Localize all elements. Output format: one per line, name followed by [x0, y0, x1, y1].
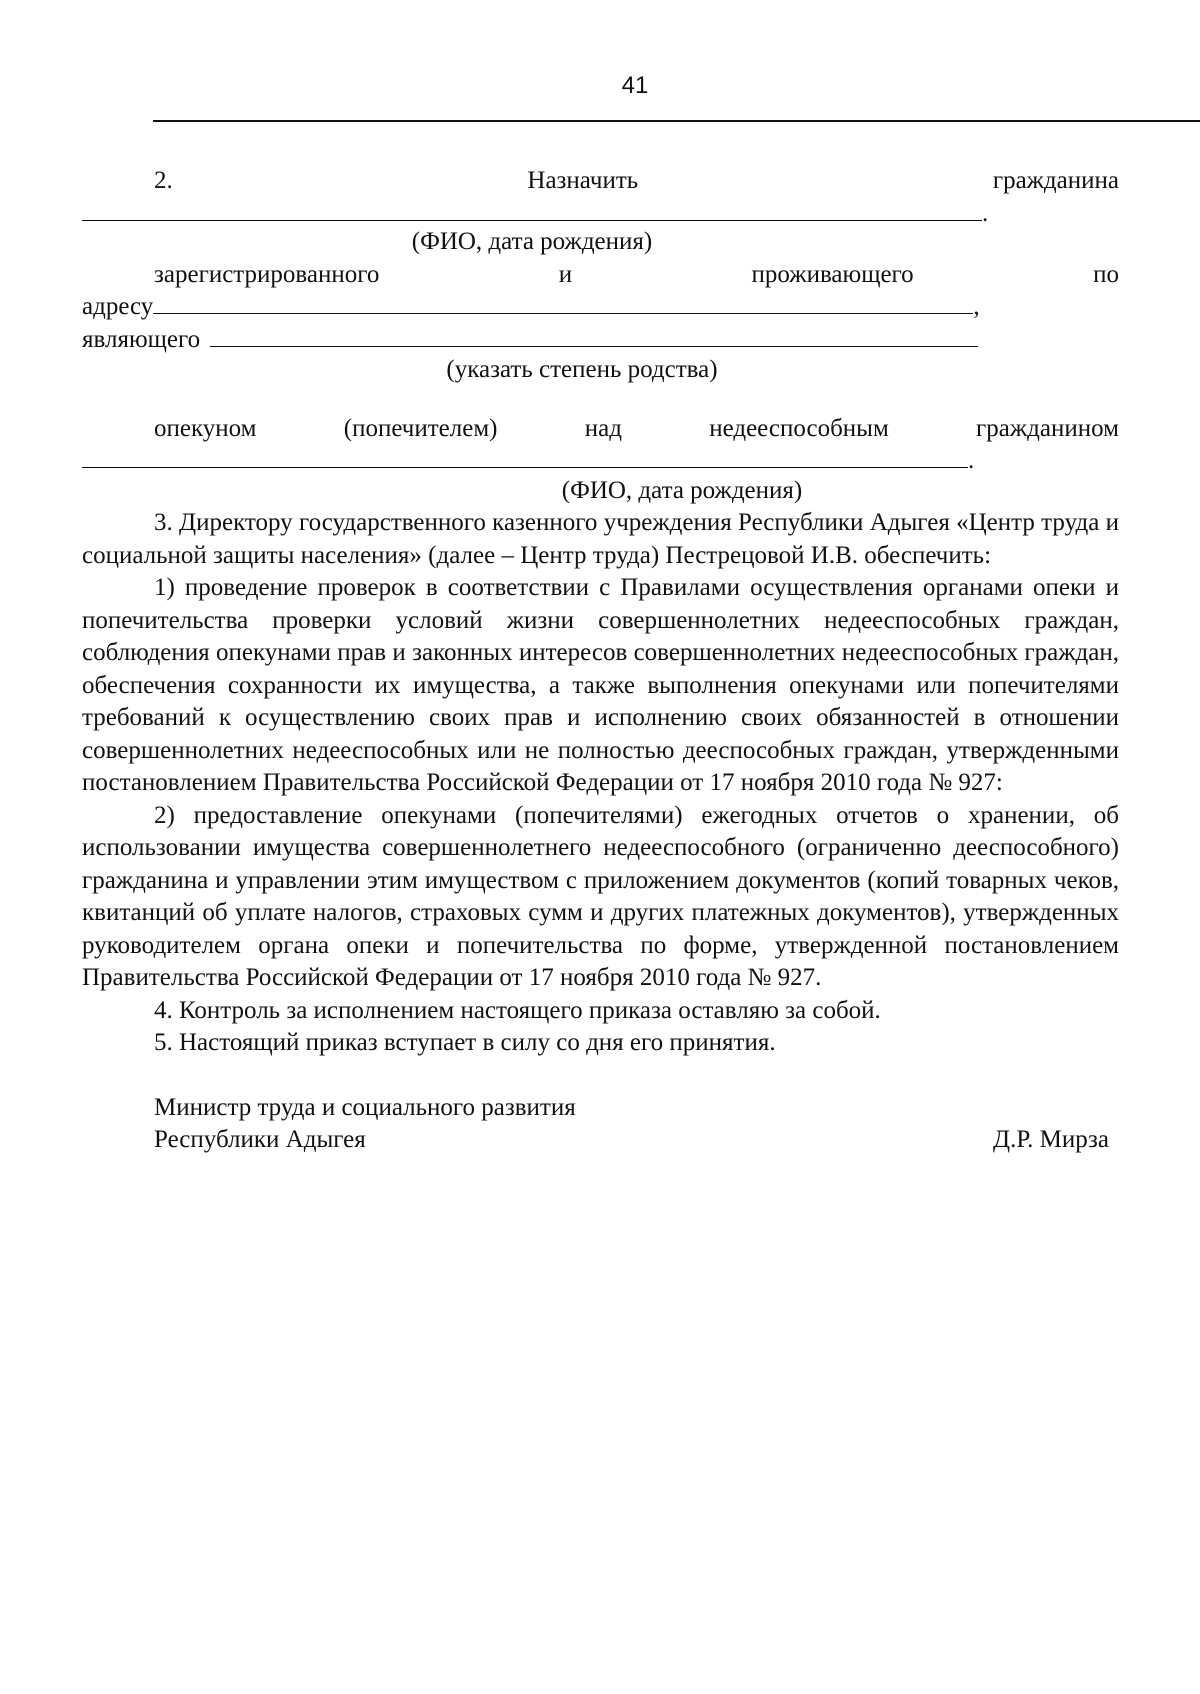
guardian-word-4: недееспособным [709, 414, 889, 442]
item3-paragraph: 3. Директору государственного казенного учреждения Республики Адыгея «Центр труда и социальной защиты населения» (далее – Центр труда) Пестрецовой И.В. обеспечить: [82, 509, 1119, 569]
document-body [82, 165, 1119, 1157]
being-label: являющего [82, 325, 201, 353]
being-line [82, 324, 1119, 357]
item5-paragraph: 5. Настоящий приказ вступает в силу со дня его принятия. [154, 1029, 776, 1056]
fio-caption-2: (ФИО, дата рождения) [561, 476, 803, 504]
item2-number: 2. [154, 167, 173, 194]
registered-line [82, 259, 1119, 292]
guardian-word-2: (попечителем) [343, 414, 498, 442]
guardian-line [82, 413, 1119, 446]
item4-paragraph: 4. Контроль за исполнением настоящего приказа оставляю за собой. [154, 996, 881, 1024]
guardian-word-5: гражданином [976, 414, 1119, 442]
registered-word-1: зарегистрированного [154, 260, 380, 288]
registered-word-2: и [558, 260, 573, 288]
address-line [82, 291, 1119, 324]
item2-verb: Назначить [527, 167, 639, 194]
address-end: , [973, 293, 980, 320]
kinship-blank [210, 324, 978, 347]
fio-blank-end: . [982, 199, 989, 227]
item2-object: гражданина [992, 167, 1119, 194]
address-blank [153, 291, 973, 314]
fio-blank-2 [82, 445, 968, 468]
header-rule [153, 120, 1200, 122]
fio-blank-end-2: . [968, 447, 975, 474]
signature-position-line-1: Министр труда и социального развития [154, 1093, 576, 1121]
fio-caption-1: (ФИО, дата рождения) [411, 228, 653, 255]
item3-subitem-1: 1) проведение проверок в соответствии с Правилами осуществления органами опеки и попечительства проверки условий жизни совершеннолетних недееспособных граждан, соблюдения опекунами прав и законных интересов совершеннолетних недееспособных граждан, обеспечения сохранности их имущества, а также выполнения опекунами или попечителями требований к осуществлению своих прав и исполнению своих обязанностей в отношении совершеннолетних недееспособных или не полностью дееспособных граждан, утвержденными постановлением Правительства Российской Федерации от 17 ноября 2010 года № 927: [82, 574, 1119, 796]
item2-heading-line [82, 165, 1119, 198]
signatory-name: Д.Р. Мирза [993, 1126, 1109, 1153]
registered-word-4: по [1093, 260, 1119, 288]
fio-blank-1 [82, 198, 982, 221]
item3-subitem-2: 2) предоставление опекунами (попечителями) ежегодных отчетов о хранении, об использовании имущества совершеннолетнего недееспособного (ограниченно дееспособного) гражданина и управлении этим имуществом с приложением документов (копий товарных чеков, квитанций об уплате налогов, страховых сумм и других платежных документов), утвержденных руководителем органа опеки и попечительства по форме, утвержденной постановлением Правительства Российской Федерации от 17 ноября 2010 года № 927. [82, 801, 1119, 991]
guardian-word-3: над [584, 414, 622, 442]
signature-block [82, 1124, 1109, 1157]
fio-blank-line-2 [82, 445, 1119, 478]
address-label: адресу [82, 293, 154, 320]
page-number: 41 [621, 72, 649, 99]
guardian-word-1: опекуном [154, 414, 257, 442]
kinship-caption: (указать степень родства) [446, 356, 718, 383]
registered-word-3: проживающего [751, 260, 914, 288]
signature-position-line-2: Республики Адыгея [154, 1126, 366, 1153]
